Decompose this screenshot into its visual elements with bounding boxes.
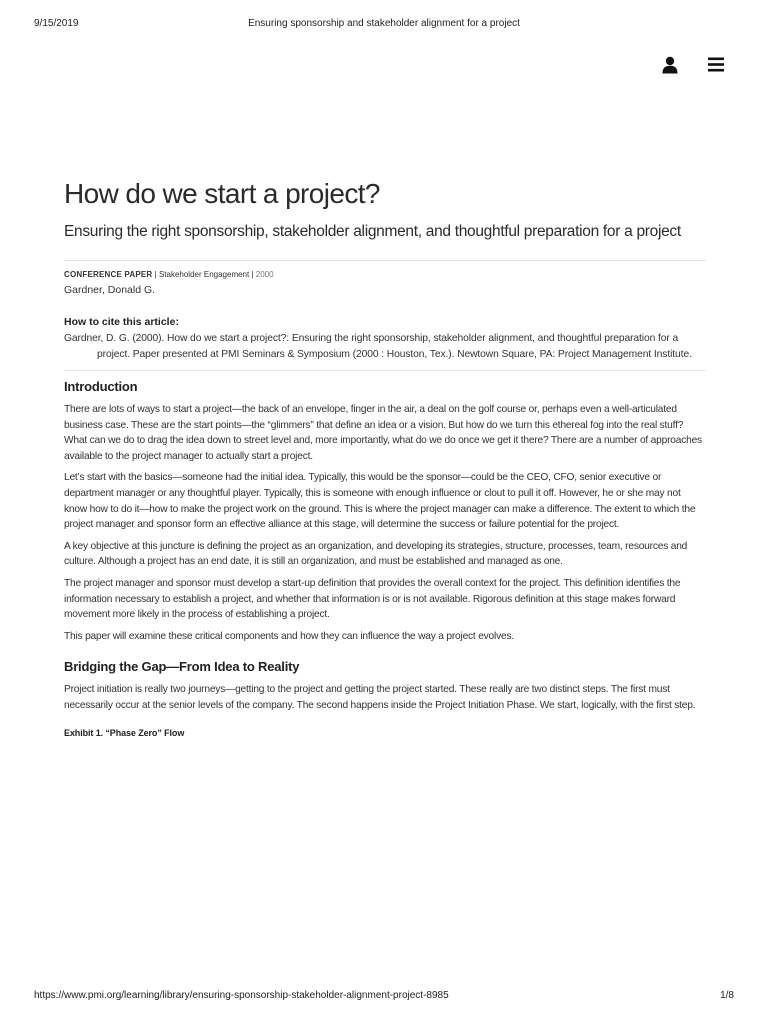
article-year: 2000 xyxy=(255,270,274,279)
article xyxy=(64,176,706,738)
article-meta xyxy=(64,269,706,281)
cite-heading: How to cite this article: xyxy=(64,316,179,328)
article-topic-link[interactable]: Stakeholder Engagement xyxy=(158,270,250,279)
citation-text: Gardner, D. G. (2000). How do we start a project?: Ensuring the right sponsorship, stakeholder alignment, and thoughtful preparation for a project. Paper presented at PMI Seminars & Symposium (2000 : Houston, Tex.). Newtown Square, PA: Project Management Institute. xyxy=(64,333,692,360)
print-date: 9/15/2019 xyxy=(34,18,79,29)
meta-separator: | xyxy=(249,270,256,279)
hamburger-menu-icon[interactable] xyxy=(708,57,724,72)
meta-separator: | xyxy=(152,270,159,279)
print-url: https://www.pmi.org/learning/library/ensuring-sponsorship-stakeholder-alignment-project-8985 xyxy=(34,990,449,1001)
divider xyxy=(64,260,706,261)
paragraph: This paper will examine these critical components and how they can influence the way a project evolves. xyxy=(64,630,514,642)
print-document-title: Ensuring sponsorship and stakeholder alignment for a project xyxy=(248,18,520,29)
article-title: How do we start a project? xyxy=(64,178,380,209)
paragraph: There are lots of ways to start a project—the back of an envelope, finger in the air, a deal on the golf course or, perhaps even a well-articulated business case. These are the start points—the “glimmers” that define an idea or a vision. But how do we turn this ethereal fog into the real stuff? What can we do to drag the idea down to street level and, more importantly, what do we do once we get it there? There are a number of approaches available to the project manager to actually start a project. xyxy=(64,404,702,462)
section-heading-bridging-the-gap: Bridging the Gap—From Idea to Reality xyxy=(64,659,300,675)
print-footer xyxy=(34,990,734,1004)
top-icon-bar xyxy=(662,56,724,74)
paragraph: A key objective at this juncture is defining the project as an organization, and developing its strategies, structure, processes, team, resources and culture. Although a project has an end date, it is still an organization, and must be established and managed as one. xyxy=(64,540,688,568)
article-type: CONFERENCE PAPER xyxy=(64,270,153,279)
paragraph: Let’s start with the basics—someone had the initial idea. Typically, this would be the sponsor—could be the CEO, CFO, senior executive or department manager or any thoughtful player. Typically, this is someone with enough influence or clout to pull it off. However, he or she may not know how to do it—how to make the project work on the ground. This is where the project manager can make a difference. The extent to which the project manager and sponsor form an effective alliance at this stage, will determine the success or failure potential for the project. xyxy=(64,472,696,531)
divider xyxy=(64,370,706,371)
section-heading-introduction: Introduction xyxy=(64,379,138,394)
print-header xyxy=(34,18,734,32)
article-author: Gardner, Donald G. xyxy=(64,284,156,296)
paragraph: The project manager and sponsor must develop a start-up definition that provides the overall context for the project. This definition identifies the information necessary to establish a project, and whether that information is or is not available. Rigorous definition at this stage makes forward movement more likely in the process of establishing a project. xyxy=(64,577,681,621)
exhibit-caption: Exhibit 1. “Phase Zero” Flow xyxy=(64,727,185,738)
article-subtitle: Ensuring the right sponsorship, stakeholder alignment, and thoughtful preparation for a project xyxy=(64,223,681,240)
page-number: 1/8 xyxy=(720,990,734,1001)
paragraph: Project initiation is really two journeys—getting to the project and getting the project started. These really are two distinct steps. The first must necessarily occur at the senior levels of the company. The second happens inside the Project Initiation Phase. We start, logically, with the first step. xyxy=(64,684,696,711)
user-icon[interactable] xyxy=(662,56,678,74)
